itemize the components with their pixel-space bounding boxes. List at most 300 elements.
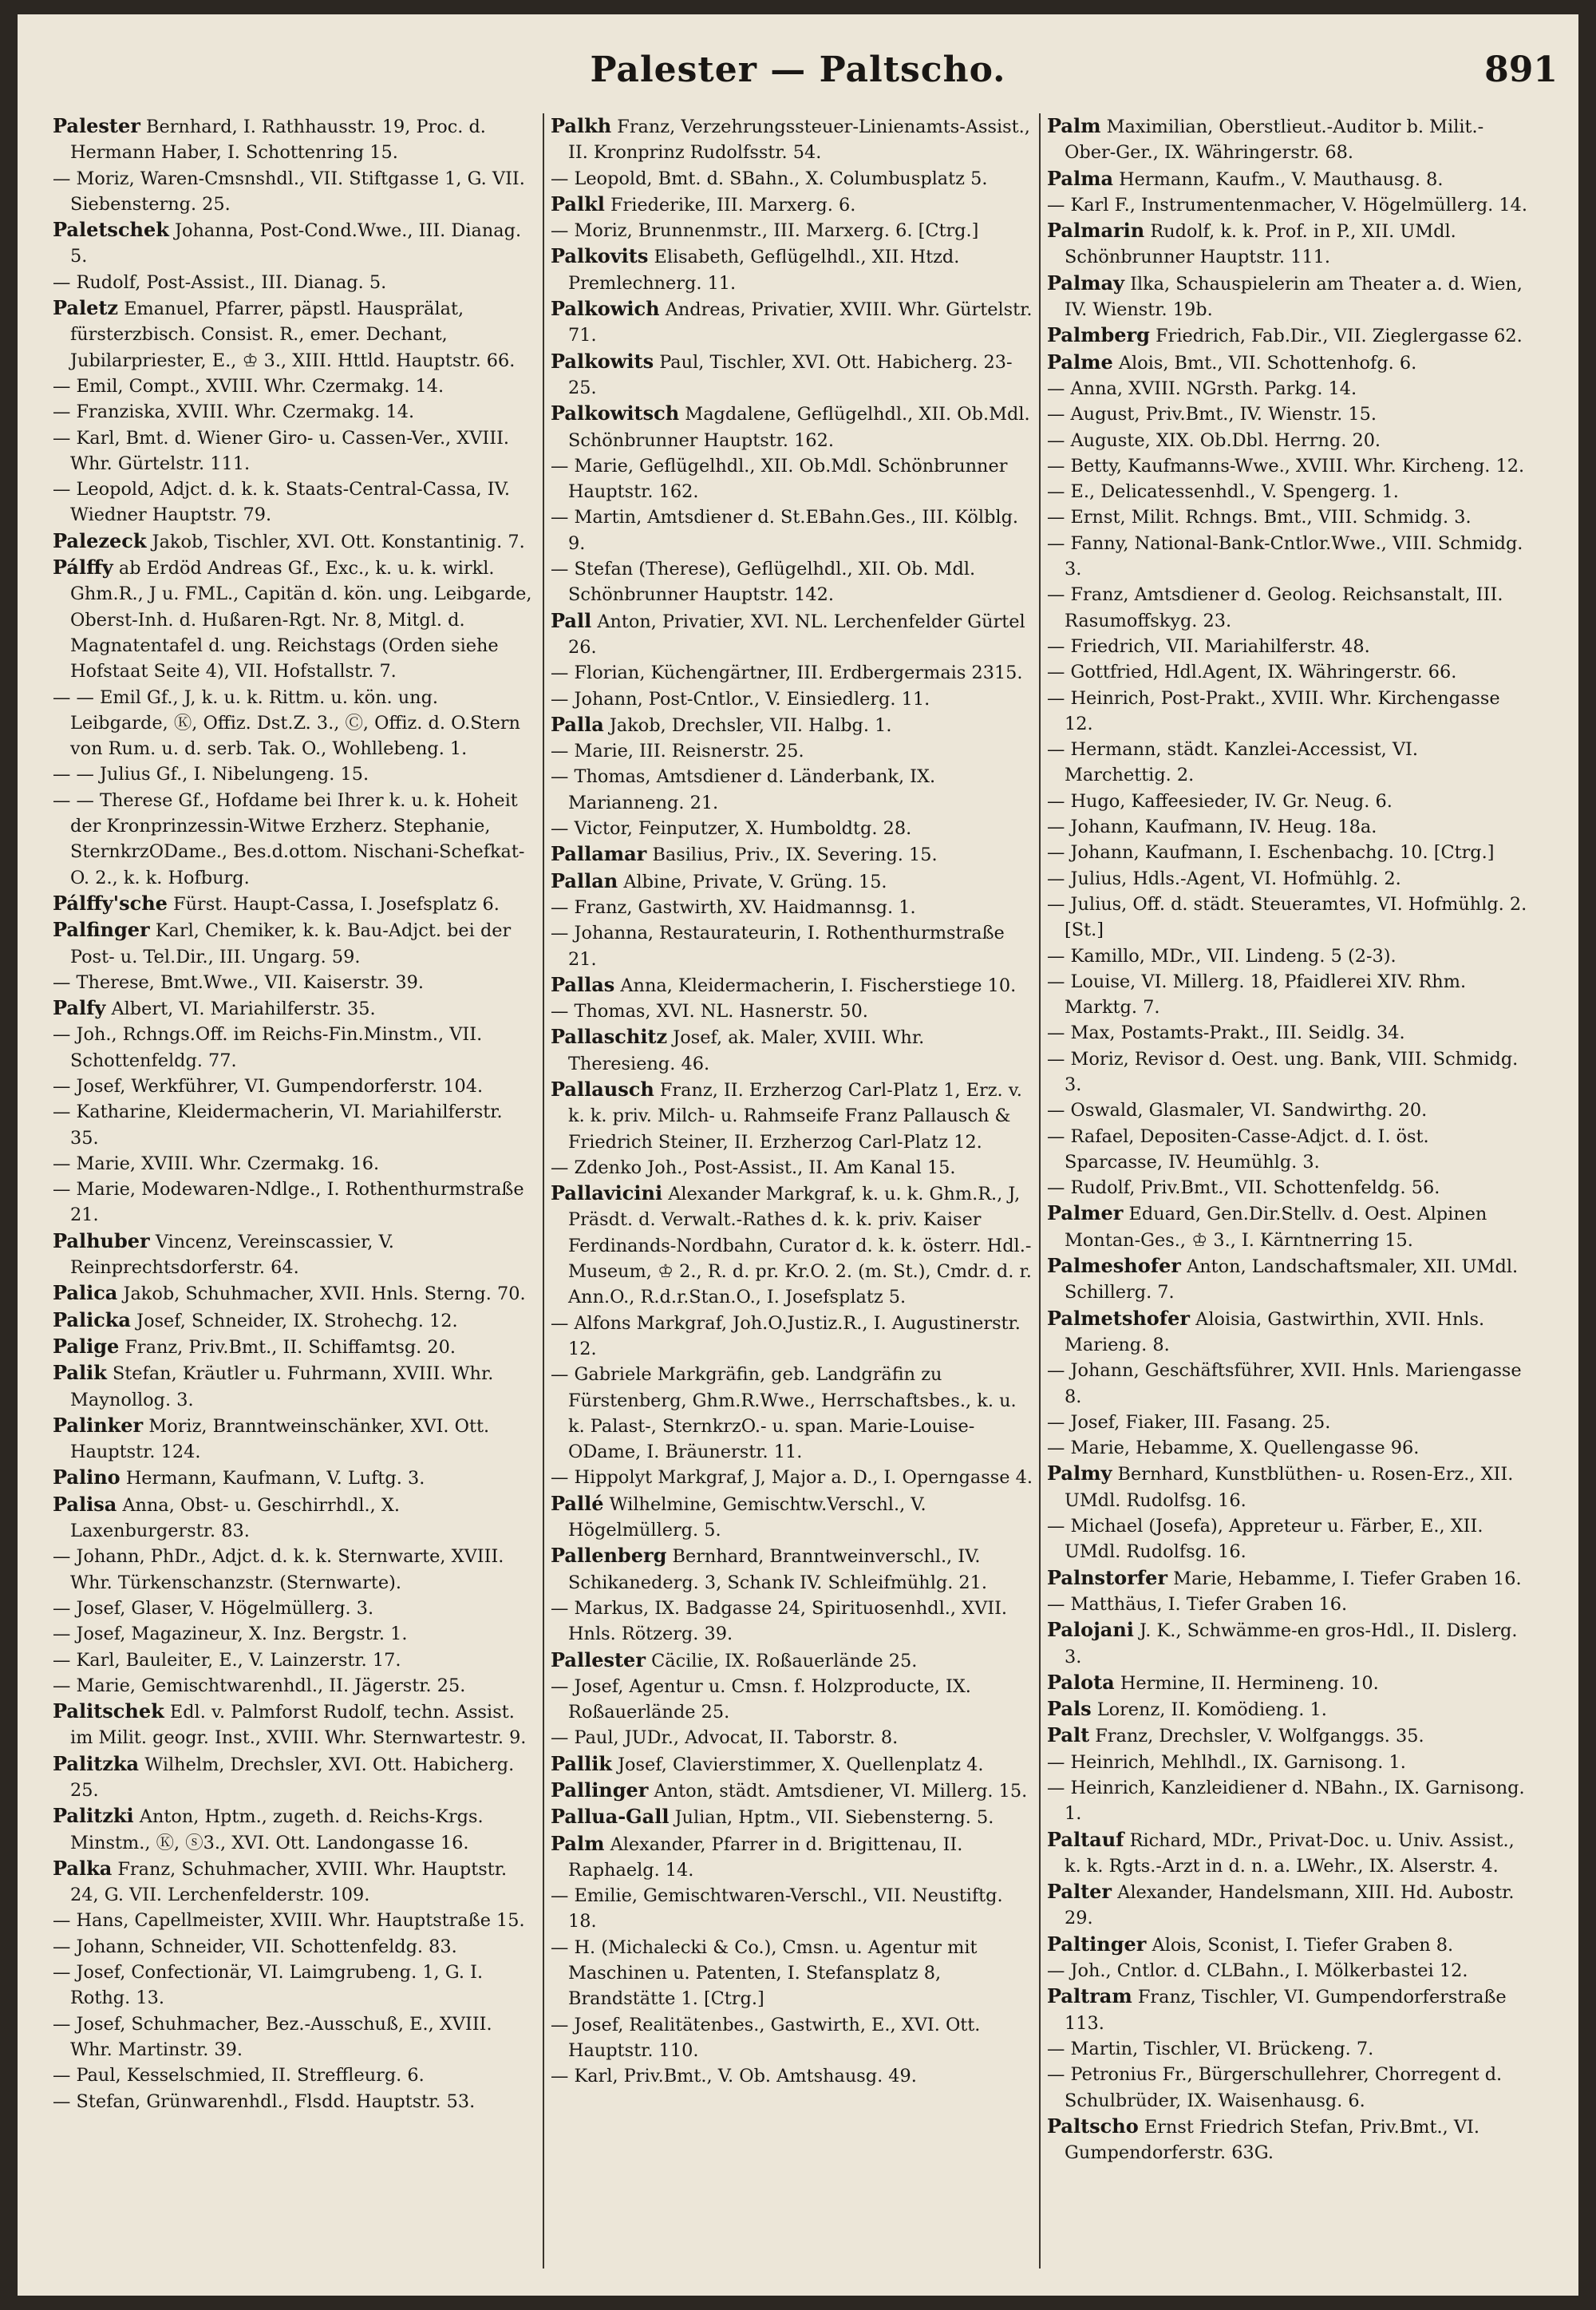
entry-text: — Karl F., Instrumentenmacher, V. Högelmüllerg. 14. [1047, 194, 1528, 216]
entry-text: — Hans, Capellmeister, XVIII. Whr. Hauptstraße 15. [53, 1910, 525, 1932]
directory-entry [551, 868, 1033, 895]
entry-text: — Josef, Confectionär, VI. Laimgrubeng. 1, G. I. Rothg. 13. [53, 1962, 484, 2009]
entry-text: — Karl, Bmt. d. Wiener Giro- u. Cassen-Ver., XVIII. Whr. Gürtelstr. 111. [53, 427, 510, 474]
entry-text: Anton, Hptm., zugeth. d. Reichs-Krgs. Minstm., Ⓚ, ⓢ3., XVI. Ott. Landongasse 16. [70, 1806, 484, 1853]
entry-surname: Pallinger [551, 1778, 649, 1802]
directory-entry [1047, 1958, 1529, 1984]
entry-text: — Thomas, XVI. NL. Hasnerstr. 50. [551, 1001, 868, 1022]
directory-entry [1047, 814, 1529, 840]
directory-entry [53, 1228, 536, 1281]
entry-text: Elisabeth, Geflügelhdl., XII. Htzd. Premlechnerg. 11. [568, 247, 960, 294]
directory-entry [551, 1778, 1033, 1804]
entry-text: — Leopold, Adjct. d. k. k. Staats-Central-Cassa, IV. Wiedner Hauptstr. 79. [53, 479, 510, 526]
directory-entry [53, 995, 536, 1022]
directory-entry [53, 555, 536, 684]
directory-entry [53, 1465, 536, 1491]
entry-text: — Matthäus, I. Tiefer Graben 16. [1047, 1593, 1348, 1615]
directory-entry [551, 686, 1033, 712]
entry-text: Franz, Schuhmacher, XVIII. Whr. Hauptstr. 24, G. VII. Lerchenfelderstr. 109. [70, 1858, 508, 1906]
entry-surname: Palm [1047, 114, 1101, 137]
entry-text: — Karl, Bauleiter, E., V. Lainzerstr. 17. [53, 1649, 401, 1671]
entry-text: — Moriz, Brunnenmstr., III. Marxerg. 6. [Ctrg.] [551, 220, 979, 242]
directory-entry [53, 2089, 536, 2114]
entry-surname: Palma [1047, 166, 1114, 190]
entry-surname: Palmberg [1047, 323, 1150, 347]
directory-entry [53, 1751, 536, 1804]
entry-text: — Stefan, Grünwarenhdl., Flsdd. Hauptstr. 53. [53, 2090, 476, 2112]
directory-entry [53, 477, 536, 528]
entry-text: — Betty, Kaufmanns-Wwe., XVIII. Whr. Kircheng. 12. [1047, 455, 1525, 477]
directory-entry [1047, 686, 1529, 738]
entry-text: — — Emil Gf., J, k. u. k. Rittm. u. kön. ung. Leibgarde, Ⓚ, Offiz. Dst.Z. 3., Ⓒ, Offiz. d. O.Stern von Rum. u. d. serb. Tak. O., Wohllebeng. 1. [53, 686, 520, 760]
directory-entry [53, 1960, 536, 2011]
entry-surname: Pallenberg [551, 1544, 667, 1568]
directory-entry [1047, 192, 1529, 218]
entry-text: Friedrich, Fab.Dir., VII. Zieglergasse 62. [1156, 326, 1523, 347]
entry-text: — Emilie, Gemischtwaren-Verschl., VII. Neustiftg. 18. [551, 1885, 1003, 1932]
directory-entry [551, 2012, 1033, 2064]
directory-entry [1047, 428, 1529, 453]
entry-text: — Joh., Rchngs.Off. im Reichs-Fin.Minstm., VII. Schottenfeldg. 77. [53, 1024, 483, 1071]
directory-entry [1047, 1723, 1529, 1749]
entry-text: — Rudolf, Post-Assist., III. Dianag. 5. [53, 271, 387, 293]
entry-text: Marie, Hebamme, I. Tiefer Graben 16. [1173, 1568, 1522, 1589]
directory-entry [1047, 1879, 1529, 1932]
directory-entry [551, 2063, 1033, 2089]
directory-entry [1047, 634, 1529, 659]
directory-entry [551, 841, 1033, 868]
directory-entry [53, 113, 536, 166]
entry-text: — Auguste, XIX. Ob.Dbl. Herrng. 20. [1047, 429, 1381, 451]
directory-entry [1047, 1410, 1529, 1435]
entry-text: — Florian, Küchengärtner, III. Erdbergermais 2315. [551, 663, 1023, 684]
entry-surname: Palitzka [53, 1751, 140, 1775]
entry-text: — Hippolyt Markgraf, J, Major a. D., I. Operngasse 4. [551, 1467, 1033, 1489]
directory-entry [1047, 1306, 1529, 1359]
entry-surname: Palisa [53, 1492, 117, 1516]
entry-text: — Julius, Off. d. städt. Steueramtes, VI. Hofmühlg. 2. [St.] [1047, 893, 1527, 941]
directory-entry [1047, 1617, 1529, 1670]
entry-text: Vincenz, Vereinscassier, V. Reinprechtsdorferstr. 64. [70, 1231, 394, 1279]
entry-surname: Palik [53, 1361, 107, 1385]
directory-entry [551, 1831, 1033, 1884]
directory-entry [1047, 1932, 1529, 1958]
entry-text: — Franziska, XVIII. Whr. Czermakg. 14. [53, 401, 415, 423]
directory-entry [551, 296, 1033, 349]
directory-entry [1047, 840, 1529, 865]
entry-text: Anton, Landschaftsmaler, XII. UMdl. Schillerg. 7. [1065, 1256, 1519, 1303]
entry-surname: Palkowich [551, 297, 660, 321]
entry-text: ab Erdöd Andreas Gf., Exc., k. u. k. wirkl. Ghm.R., J u. FML., Capitän d. kön. ung. Leibgarde, Oberst-Inh. d. Hußaren-Rgt. Nr. 8, Mitgl. d. Magnatentafel d. ung. Reichstags (Orden siehe Hofstaat Seite 4), VII. Hofstallstr. 7. [70, 558, 532, 682]
entry-text: Basilius, Priv., IX. Severing. 15. [652, 844, 938, 866]
entry-surname: Paletschek [53, 218, 169, 242]
directory-entry [551, 1883, 1033, 1935]
entry-text: — Stefan (Therese), Geflügelhdl., XII. Ob. Mdl. Schönbrunner Hauptstr. 142. [551, 559, 976, 606]
entry-text: Wilhelmine, Gemischtw.Verschl., V. Högelmüllerg. 5. [568, 1493, 926, 1541]
directory-entry [1047, 1046, 1529, 1098]
directory-entry [551, 166, 1033, 192]
directory-entry [551, 113, 1033, 166]
entry-text: Friederike, III. Marxerg. 6. [610, 194, 856, 216]
entry-surname: Pals [1047, 1697, 1092, 1721]
entry-surname: Palica [53, 1281, 118, 1305]
entry-text: Lorenz, II. Komödieng. 1. [1096, 1699, 1327, 1721]
entry-text: Alexander, Pfarrer in d. Brigittenau, II. Raphaelg. 14. [568, 1833, 963, 1881]
entry-surname: Pallan [551, 868, 618, 892]
entry-surname: Palka [53, 1856, 113, 1880]
directory-entry [1047, 659, 1529, 685]
entry-surname: Palitschek [53, 1699, 164, 1723]
entry-text: Anton, städt. Amtsdiener, VI. Millerg. 15. [654, 1781, 1028, 1802]
directory-entry [1047, 1513, 1529, 1565]
entry-surname: Palfy [53, 996, 106, 1020]
entry-text: — Louise, VI. Millerg. 18, Pfaidlerei XIV. Rhm. Marktg. 7. [1047, 971, 1467, 1019]
entry-text: Magdalene, Geflügelhdl., XII. Ob.Mdl. Schönbrunner Hauptstr. 162. [568, 404, 1030, 451]
entry-surname: Paletz [53, 296, 119, 320]
entry-surname: Pallamar [551, 842, 647, 866]
directory-entry [53, 1074, 536, 1099]
entry-text: Johanna, Post-Cond.Wwe., III. Dianag. 5. [70, 220, 522, 267]
entry-surname: Palmy [1047, 1462, 1112, 1485]
directory-entry [551, 738, 1033, 764]
entry-text: — Heinrich, Post-Prakt., XVIII. Whr. Kirchengasse 12. [1047, 687, 1500, 734]
entry-text: Paul, Tischler, XVI. Ott. Habicherg. 23-25. [568, 351, 1013, 398]
entry-text: Richard, MDr., Privat-Doc. u. Univ. Assist., k. k. Rgts.-Arzt in d. n. a. LWehr., IX. Alserstr. 4. [1065, 1829, 1515, 1877]
entry-text: Franz, Verzehrungssteuer-Linienamts-Assist., II. Kronprinz Rudolfsstr. 54. [568, 117, 1030, 164]
entry-text: Alexander, Handelsmann, XIII. Hd. Aubostr. 29. [1065, 1882, 1515, 1929]
directory-entry [53, 1022, 536, 1074]
entry-text: — Josef, Magazineur, X. Inz. Bergstr. 1. [53, 1624, 408, 1645]
directory-entry [1047, 1984, 1529, 2036]
entry-text: — Joh., Cntlor. d. CLBahn., I. Mölkerbastei 12. [1047, 1960, 1468, 1982]
entry-text: Bernhard, I. Rathhausstr. 19, Proc. d. Hermann Haber, I. Schottenring 15. [70, 117, 486, 164]
entry-text: Albert, VI. Mariahilferstr. 35. [111, 999, 376, 1020]
entry-surname: Palfinger [53, 918, 150, 942]
directory-entry [53, 270, 536, 295]
directory-entry [53, 970, 536, 995]
entry-text: Anna, Kleidermacherin, I. Fischerstiege 10. [620, 975, 1017, 996]
entry-text: Jakob, Drechsler, VII. Halbg. 1. [609, 714, 892, 736]
directory-entry [53, 1307, 536, 1334]
directory-entry [53, 1099, 536, 1151]
entry-text: — Julius, Hdls.-Agent, VI. Hofmühlg. 2. [1047, 868, 1401, 889]
directory-entry [1047, 1200, 1529, 1253]
directory-entry [53, 399, 536, 425]
entry-text: Andreas, Privatier, XVIII. Whr. Gürtelstr. 71. [568, 299, 1033, 346]
entry-text: Alexander Markgraf, k. u. k. Ghm.R., J, Präsdt. d. Verwalt.-Rathes d. k. k. priv. Kaiser Ferdinands-Nordbahn, Curator d. k. k. österr. Hdl.-Museum, ♔ 2., R. d. pr. Kr.O. 2. (m. St.), Cmdr. d. r. Ann.O., R.d.r.Stan.O., I. Josefsplatz 5. [568, 1184, 1032, 1308]
entry-text: — Johann, Schneider, VII. Schottenfeldg. 83. [53, 1936, 457, 1957]
entry-text: — Franz, Amtsdiener d. Geolog. Reichsanstalt, III. Rasumoffskyg. 23. [1047, 584, 1503, 631]
directory-entry [551, 1311, 1033, 1363]
entry-surname: Palt [1047, 1723, 1090, 1747]
entry-surname: Pallik [551, 1751, 612, 1775]
page-number: 891 [1484, 49, 1558, 90]
entry-text: — Hermann, städt. Kanzlei-Accessist, VI. Marchettig. 2. [1047, 739, 1418, 786]
entry-text: Rudolf, k. k. Prof. in P., XII. UMdl. Schönbrunner Hauptstr. 111. [1065, 221, 1456, 268]
directory-entry [551, 1751, 1033, 1778]
entry-surname: Palkl [551, 192, 605, 216]
directory-entry [551, 1725, 1033, 1750]
directory-entry [1047, 1124, 1529, 1176]
entry-text: Bernhard, Kunstblüthen- u. Rosen-Erz., XII. UMdl. Rudolfsg. 16. [1065, 1464, 1514, 1511]
entry-text: Albine, Private, V. Grüng. 15. [623, 871, 887, 892]
entry-surname: Palla [551, 712, 604, 736]
entry-surname: Palota [1047, 1670, 1115, 1694]
entry-text: — Ernst, Milit. Rchngs. Bmt., VIII. Schmidg. 3. [1047, 507, 1472, 528]
directory-entry [1047, 166, 1529, 192]
entry-text: Bernhard, Branntweinverschl., IV. Schikanederg. 3, Schank IV. Schleifmühlg. 21. [568, 1546, 988, 1593]
directory-entry [53, 2011, 536, 2063]
entry-text: — — Therese Gf., Hofdame bei Ihrer k. u. k. Hoheit der Kronprinzessin-Witwe Erzherz. Stephanie, SternkrzODame., Bes.d.ottom. Nischani-Schefkat-O. 2., k. k. Hofburg. [53, 789, 525, 888]
entry-text: — Therese, Bmt.Wwe., VII. Kaiserstr. 39. [53, 971, 424, 993]
entry-surname: Palmay [1047, 271, 1124, 295]
entry-text: Josef, Schneider, IX. Strohechg. 12. [136, 1310, 458, 1331]
directory-entry [53, 166, 536, 218]
entry-text: — H. (Michalecki & Co.), Cmsn. u. Agentur mit Maschinen u. Patenten, I. Stefansplatz 8, Brandstätte 1. [Ctrg.] [551, 1936, 978, 2010]
entry-text: — Gabriele Markgräfin, geb. Landgräfin zu Fürstenberg, Ghm.R.Wwe., Herrschaftsbes., k. u. k. Palast-, SternkrzO.- u. span. Marie-Louise-ODame, I. Bräunerstr. 11. [551, 1364, 1017, 1463]
entry-text: Hermann, Kaufm., V. Mauthausg. 8. [1119, 168, 1444, 190]
directory-entry [53, 1673, 536, 1699]
entry-text: — Moriz, Revisor d. Oest. ung. Bank, VIII. Schmidg. 3. [1047, 1048, 1519, 1095]
directory-entry [53, 1803, 536, 1856]
directory-entry [53, 1151, 536, 1177]
entry-surname: Pallaschitz [551, 1025, 668, 1049]
directory-entry [53, 217, 536, 270]
directory-entry [53, 1492, 536, 1545]
entry-text: Alois, Sconist, I. Tiefer Graben 8. [1152, 1934, 1454, 1956]
directory-entry [53, 295, 536, 374]
entry-text: — Rafael, Depositen-Casse-Adjct. d. I. öst. Sparcasse, IV. Heumühlg. 3. [1047, 1125, 1429, 1173]
directory-entry [551, 1674, 1033, 1726]
entry-surname: Palojani [1047, 1618, 1134, 1642]
entry-text: — Anna, XVIII. NGrsth. Parkg. 14. [1047, 378, 1357, 399]
entry-text: Franz, II. Erzherzog Carl-Platz 1, Erz. v. k. k. priv. Milch- u. Rahmseife Franz Pallausch & Friedrich Steiner, II. Erzherzog Carl-Platz 12. [568, 1079, 1022, 1153]
entry-text: — Markus, IX. Badgasse 24, Spirituosenhdl., XVII. Hnls. Rötzerg. 39. [551, 1597, 1008, 1645]
directory-entry [1047, 1565, 1529, 1592]
entry-text: — Karl, Priv.Bmt., V. Ob. Amtshausg. 49. [551, 2066, 917, 2087]
entry-text: — Kamillo, MDr., VII. Lindeng. 5 (2-3). [1047, 945, 1396, 967]
directory-entry [1047, 1696, 1529, 1723]
entry-surname: Paltinger [1047, 1932, 1147, 1956]
entry-text: — Johann, Kaufmann, IV. Heug. 18a. [1047, 817, 1377, 838]
entry-surname: Pallavicini [551, 1181, 663, 1205]
directory-entry [551, 712, 1033, 738]
entry-surname: Pallas [551, 972, 615, 996]
entry-text: — Heinrich, Kanzleidiener d. NBahn., IX. Garnisong. 1. [1047, 1778, 1525, 1825]
directory-entry [551, 972, 1033, 999]
entry-surname: Paltram [1047, 1984, 1132, 2008]
directory-entry [551, 608, 1033, 661]
entry-text: — Max, Postamts-Prakt., III. Seidlg. 34. [1047, 1022, 1405, 1044]
directory-entry [53, 1177, 536, 1228]
entry-surname: Palino [53, 1466, 120, 1489]
entry-surname: Palmeshofer [1047, 1254, 1181, 1278]
entry-surname: Paltauf [1047, 1827, 1124, 1851]
entry-text: — Josef, Werkführer, VI. Gumpendorferstr. 104. [53, 1075, 484, 1097]
directory-entry [1047, 789, 1529, 814]
entry-surname: Pálffy'sche [53, 891, 168, 915]
entry-text: — Marie, Gemischtwarenhdl., II. Jägerstr. 25. [53, 1675, 466, 1696]
entry-text: — Petronius Fr., Bürgerschullehrer, Chorregent d. Schulbrüder, IX. Waisenhausg. 6. [1047, 2064, 1503, 2111]
directory-entry [1047, 2114, 1529, 2166]
entry-text: — Emil, Compt., XVIII. Whr. Czermakg. 14. [53, 375, 444, 397]
directory-entry [1047, 1253, 1529, 1306]
directory-entry [1047, 582, 1529, 634]
directory-entry [551, 504, 1033, 556]
entry-text: Maximilian, Oberstlieut.-Auditor b. Milit.-Ober-Ger., IX. Währingerstr. 68. [1065, 117, 1484, 164]
directory-entry [551, 1491, 1033, 1544]
directory-entry [1047, 1775, 1529, 1827]
directory-entry [53, 917, 536, 970]
entry-text: — Thomas, Amtsdiener d. Länderbank, IX. Marianneng. 21. [551, 766, 936, 813]
directory-entry [1047, 504, 1529, 530]
directory-entry [53, 761, 536, 787]
directory-entry [1047, 2062, 1529, 2114]
directory-entry [53, 528, 536, 555]
entry-text: — Gottfried, Hdl.Agent, IX. Währingerstr. 66. [1047, 662, 1457, 683]
directory-entry [1047, 113, 1529, 166]
directory-entry [1047, 453, 1529, 479]
entry-text: Josef, Clavierstimmer, X. Quellenplatz 4. [618, 1754, 984, 1775]
directory-entry [551, 453, 1033, 505]
directory-entry [1047, 1020, 1529, 1046]
directory-entry [551, 243, 1033, 296]
entry-text: — Katharine, Kleidermacherin, VI. Mariahilferstr. 35. [53, 1102, 503, 1149]
entry-surname: Palige [53, 1334, 120, 1358]
directory-entry [1047, 1750, 1529, 1775]
directory-columns [46, 113, 1555, 2268]
entry-text: Hermann, Kaufmann, V. Luftg. 3. [125, 1468, 425, 1489]
entry-surname: Pallé [551, 1491, 604, 1515]
directory-entry [551, 1465, 1033, 1490]
entry-surname: Palezeck [53, 528, 147, 552]
entry-text: Franz, Drechsler, V. Wolfganggs. 35. [1095, 1726, 1424, 1747]
directory-entry [1047, 1358, 1529, 1410]
directory-entry [53, 1647, 536, 1673]
entry-surname: Palkowits [551, 349, 654, 373]
directory-entry [53, 1334, 536, 1360]
directory-entry [53, 1621, 536, 1647]
directory-entry [551, 920, 1033, 972]
entry-text: Josef, ak. Maler, XVIII. Whr. Theresieng. 46. [568, 1027, 925, 1074]
directory-page [18, 14, 1578, 2296]
directory-entry [1047, 1435, 1529, 1461]
directory-entry [1047, 401, 1529, 427]
entry-text: — Josef, Agentur u. Cmsn. f. Holzproducte, IX. Roßauerlände 25. [551, 1675, 971, 1723]
entry-text: — Josef, Fiaker, III. Fasang. 25. [1047, 1411, 1331, 1433]
directory-entry [53, 1544, 536, 1596]
entry-surname: Palnstorfer [1047, 1565, 1168, 1589]
directory-entry [551, 1181, 1033, 1310]
directory-entry [551, 1362, 1033, 1465]
directory-entry [53, 1934, 536, 1960]
entry-text: Edl. v. Palmforst Rudolf, techn. Assist. im Milit. geogr. Inst., XVIII. Whr. Sternwartestr. 9. [70, 1702, 527, 1749]
directory-entry [551, 218, 1033, 243]
entry-text: — Johanna, Restaurateurin, I. Rothenthurmstraße 21. [551, 923, 1005, 970]
entry-text: — Martin, Tischler, VI. Brückeng. 7. [1047, 2038, 1374, 2059]
entry-text: — Josef, Realitätenbes., Gastwirth, E., XVI. Ott. Hauptstr. 110. [551, 2014, 981, 2061]
entry-text: Hermine, II. Hermineng. 10. [1120, 1672, 1379, 1694]
directory-entry [551, 895, 1033, 920]
entry-text: — Johann, Kaufmann, I. Eschenbachg. 10. [Ctrg.] [1047, 842, 1495, 864]
directory-entry [53, 1699, 536, 1751]
entry-text: Emanuel, Pfarrer, päpstl. Hausprälat, fürsterzbisch. Consist. R., emer. Dechant, Jubilarpriester, E., ♔ 3., XIII. Httld. Hauptstr. 66. [70, 299, 516, 371]
directory-entry [53, 425, 536, 477]
entry-text: — Heinrich, Mehlhdl., IX. Garnisong. 1. [1047, 1751, 1406, 1773]
entry-text: — Oswald, Glasmaler, VI. Sandwirthg. 20. [1047, 1100, 1428, 1121]
entry-text: Aloisia, Gastwirthin, XVII. Hnls. Marieng. 8. [1065, 1308, 1485, 1355]
entry-text: — Marie, III. Reisnerstr. 25. [551, 741, 804, 762]
directory-entry [53, 891, 536, 917]
entry-text: — Paul, Kesselschmied, II. Streffleurg. 6. [53, 2065, 425, 2087]
entry-surname: Palmarin [1047, 219, 1145, 243]
directory-entry [1047, 737, 1529, 789]
entry-text: — — Julius Gf., I. Nibelungeng. 15. [53, 764, 369, 785]
entry-text: Fürst. Haupt-Cassa, I. Josefsplatz 6. [173, 893, 500, 915]
entry-surname: Palkowitsch [551, 401, 680, 425]
directory-entry [551, 1543, 1033, 1596]
directory-entry [551, 816, 1033, 841]
entry-text: Wilhelm, Drechsler, XVI. Ott. Habicherg. 25. [70, 1754, 515, 1801]
directory-entry [1047, 350, 1529, 376]
directory-entry [53, 685, 536, 762]
running-title: Palester — Paltscho. [590, 49, 1006, 90]
directory-entry [1047, 271, 1529, 323]
entry-text: Anna, Obst- u. Geschirrhdl., X. Laxenburgerstr. 83. [70, 1494, 400, 1542]
entry-text: — Friedrich, VII. Mariahilferstr. 48. [1047, 635, 1370, 657]
directory-entry [1047, 218, 1529, 271]
entry-text: — Zdenko Joh., Post-Assist., II. Am Kanal 15. [551, 1157, 956, 1178]
directory-entry [551, 1596, 1033, 1647]
entry-text: Moriz, Branntweinschänker, XVI. Ott. Hauptstr. 124. [70, 1415, 490, 1463]
directory-entry [1047, 479, 1529, 504]
entry-text: — Alfons Markgraf, Joh.O.Justiz.R., I. Augustinerstr. 12. [551, 1312, 1021, 1359]
entry-surname: Paltscho [1047, 2114, 1139, 2138]
entry-text: — Michael (Josefa), Appreteur u. Färber, E., XII. UMdl. Rudolfsg. 16. [1047, 1516, 1483, 1563]
directory-entry [551, 1804, 1033, 1830]
entry-text: Ernst Friedrich Stefan, Priv.Bmt., VI. Gumpendorferstr. 63G. [1065, 2116, 1479, 2164]
entry-text: J. K., Schwämme-en gros-Hdl., II. Dislerg. 3. [1065, 1620, 1518, 1667]
entry-surname: Palester [53, 114, 140, 137]
directory-entry [1047, 1827, 1529, 1880]
entry-text: — Johann, PhDr., Adjct. d. k. k. Sternwarte, XVIII. Whr. Türkenschanzstr. (Sternwarte). [53, 1546, 504, 1593]
column-middle [543, 113, 1039, 2268]
entry-text: Jakob, Schuhmacher, XVII. Hnls. Sterng. 70. [123, 1284, 526, 1305]
entry-text: Franz, Tischler, VI. Gumpendorferstraße 113. [1065, 1987, 1507, 2034]
entry-text: Jakob, Tischler, XVI. Ott. Konstantinig. 7. [152, 531, 525, 552]
entry-text: — Fanny, National-Bank-Cntlor.Wwe., VIII. Schmidg. 3. [1047, 532, 1523, 580]
directory-entry [1047, 969, 1529, 1021]
directory-entry [1047, 376, 1529, 401]
directory-entry [551, 1647, 1033, 1674]
page-header [18, 49, 1578, 105]
directory-entry [551, 556, 1033, 608]
directory-entry [53, 1596, 536, 1621]
entry-surname: Pallua-Gall [551, 1805, 670, 1829]
entry-surname: Palinker [53, 1413, 144, 1437]
directory-entry [551, 764, 1033, 816]
directory-entry [1047, 892, 1529, 943]
entry-text: — Franz, Gastwirth, XV. Haidmannsg. 1. [551, 896, 916, 918]
entry-surname: Pall [551, 608, 592, 632]
entry-text: — E., Delicatessenhdl., V. Spengerg. 1. [1047, 481, 1399, 503]
entry-surname: Palme [1047, 350, 1113, 374]
entry-text: — Victor, Feinputzer, X. Humboldtg. 28. [551, 818, 912, 840]
entry-text: — Moriz, Waren-Cmsnshdl., VII. Stiftgasse 1, G. VII. Siebensterng. 25. [53, 168, 525, 215]
entry-text: Ilka, Schauspielerin am Theater a. d. Wien, IV. Wienstr. 19b. [1065, 273, 1523, 321]
entry-text: — Hugo, Kaffeesieder, IV. Gr. Neug. 6. [1047, 790, 1393, 812]
entry-text: Franz, Priv.Bmt., II. Schiffamtsg. 20. [124, 1336, 456, 1358]
